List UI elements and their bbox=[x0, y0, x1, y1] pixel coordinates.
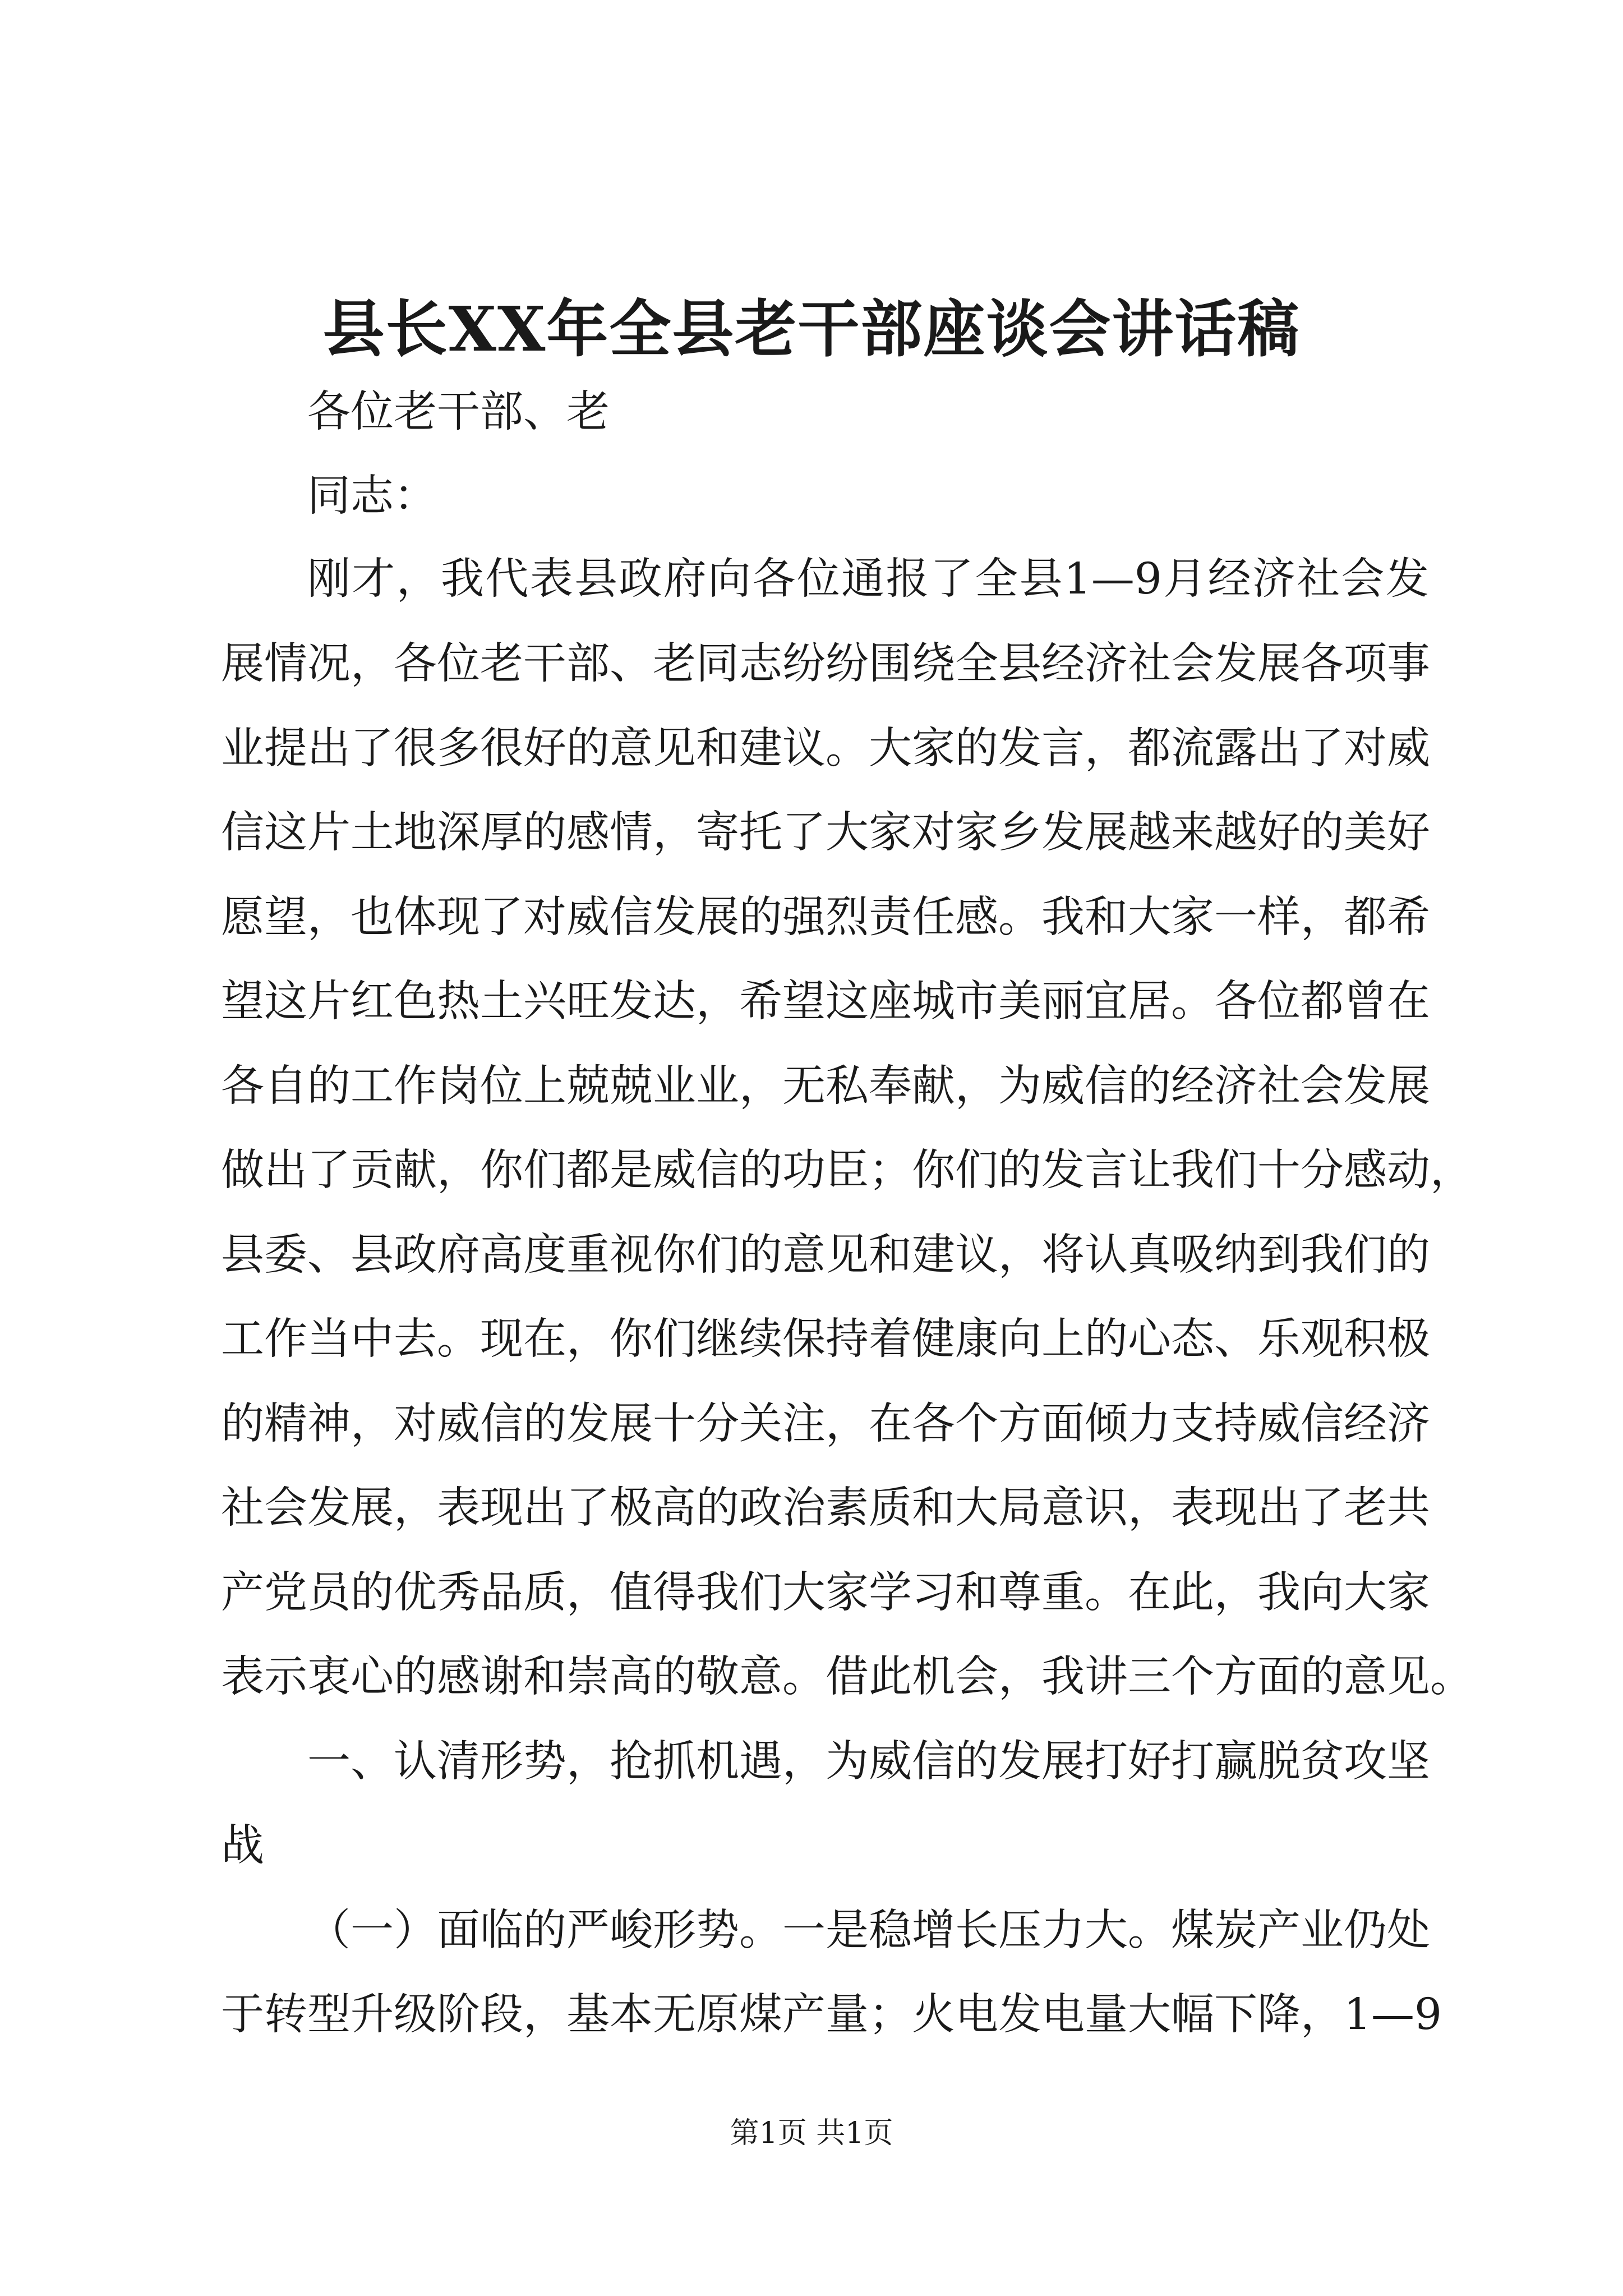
subsection-line: （一）面临的严峻形势。一是稳增长压力大。煤炭产业仍处 bbox=[307, 1906, 1430, 1955]
section-heading-line: 一、认清形势，抢抓机遇，为威信的发展打好打赢脱贫攻坚 bbox=[307, 1737, 1430, 1787]
document-title: 县长XX年全县老干部座谈会讲话稿 bbox=[322, 293, 1301, 365]
paragraph-line: 望这片红色热土兴旺发达，希望这座城市美丽宜居。各位都曾在 bbox=[221, 977, 1430, 1027]
page-footer: 第1页 共1页 bbox=[730, 2116, 893, 2150]
paragraph-line: 刚才，我代表县政府向各位通报了全县1—9月经济社会发 bbox=[307, 554, 1429, 604]
salutation-line: 各位老干部、老 bbox=[307, 387, 610, 437]
salutation-line: 同志： bbox=[307, 471, 437, 521]
subsection-line: 于转型升级阶段，基本无原煤产量；火电发电量大幅下降，1—9 bbox=[221, 1990, 1442, 2040]
paragraph-line: 县委、县政府高度重视你们的意见和建议，将认真吸纳到我们的 bbox=[221, 1230, 1430, 1280]
paragraph-line: 信这片土地深厚的感情，寄托了大家对家乡发展越来越好的美好 bbox=[221, 808, 1430, 858]
paragraph-line: 各自的工作岗位上兢兢业业，无私奉献，为威信的经济社会发展 bbox=[221, 1061, 1430, 1111]
paragraph-line: 做出了贡献，你们都是威信的功臣；你们的发言让我们十分感动， bbox=[221, 1145, 1473, 1195]
section-heading-line: 战 bbox=[221, 1821, 264, 1871]
paragraph-line: 工作当中去。现在，你们继续保持着健康向上的心态、乐观积极 bbox=[221, 1314, 1430, 1364]
paragraph-line: 愿望，也体现了对威信发展的强烈责任感。我和大家一样，都希 bbox=[221, 892, 1430, 942]
paragraph-line: 产党员的优秀品质，值得我们大家学习和尊重。在此，我向大家 bbox=[221, 1568, 1430, 1618]
paragraph-line: 展情况，各位老干部、老同志纷纷围绕全县经济社会发展各项事 bbox=[221, 639, 1430, 689]
paragraph-line: 社会发展，表现出了极高的政治素质和大局意识，表现出了老共 bbox=[221, 1483, 1430, 1533]
paragraph-line: 的精神，对威信的发展十分关注，在各个方面倾力支持威信经济 bbox=[221, 1399, 1430, 1449]
paragraph-line: 业提出了很多很好的意见和建议。大家的发言，都流露出了对威 bbox=[221, 724, 1430, 774]
paragraph-line: 表示衷心的感谢和崇高的敬意。借此机会，我讲三个方面的意见。 bbox=[221, 1652, 1473, 1702]
